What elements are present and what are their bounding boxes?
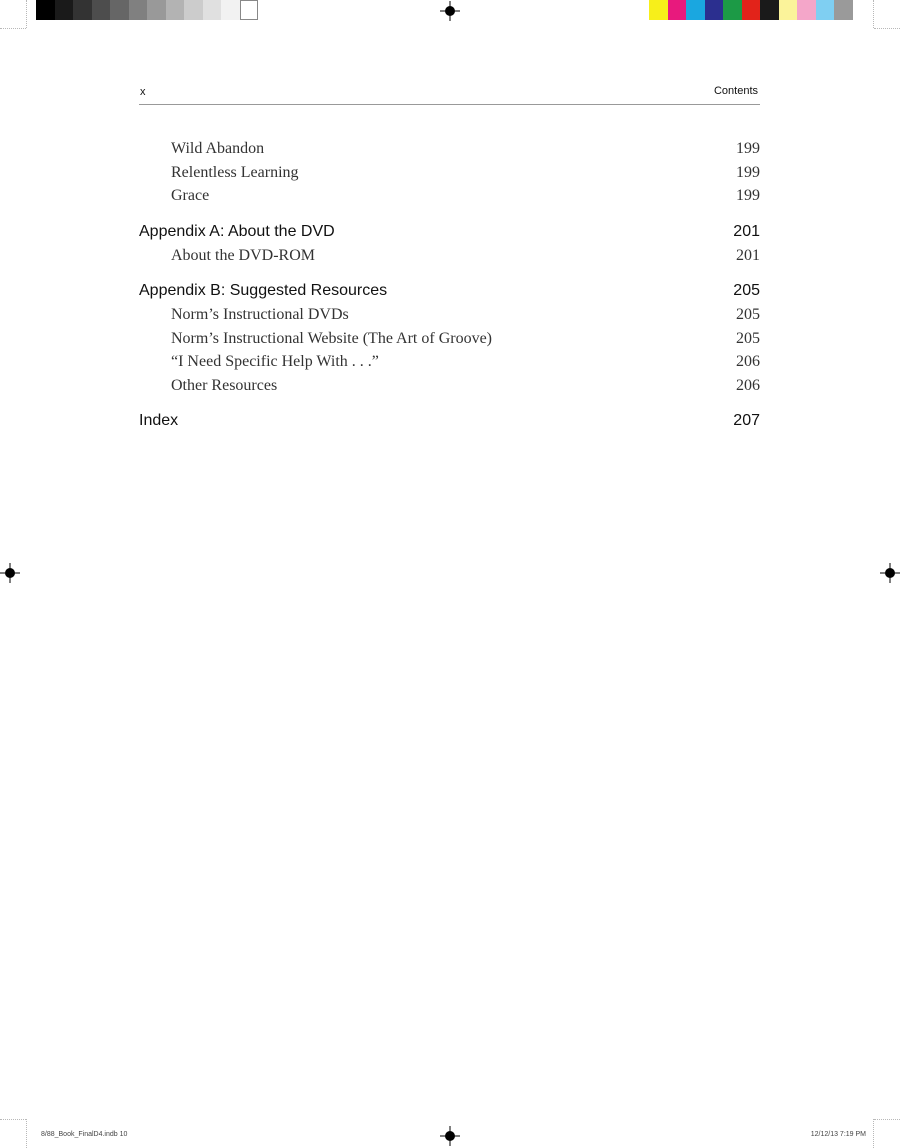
toc-entry-page: 206 [736,376,760,394]
slug-timestamp: 12/12/13 7:19 PM [810,1131,866,1138]
toc-entry [139,374,760,398]
color-swatch [668,0,687,20]
color-swatch [816,0,835,20]
toc-entry-page: 199 [736,163,760,181]
gray-swatch [147,0,166,20]
toc-chapter-page: 201 [733,222,760,240]
crop-mark [873,0,874,28]
gray-swatch [166,0,185,20]
color-swatch [686,0,705,20]
toc-entry-title: About the DVD-ROM [171,246,315,264]
toc-entry-page: 206 [736,353,760,370]
toc-chapter-title: Appendix A: About the DVD [139,222,335,240]
toc-entry-page: 199 [736,187,760,204]
toc-entry [139,137,760,161]
toc-entry [139,327,760,351]
color-swatch [742,0,761,20]
toc-entry-page: 199 [736,140,760,157]
toc-chapter-title: Index [139,412,179,429]
gray-swatch [110,0,129,20]
gray-swatch [73,0,92,20]
registration-mark-icon [440,1126,460,1146]
toc-chapter-index [139,409,760,433]
color-bar [649,0,853,20]
gray-swatch [36,0,55,20]
toc-entry-title: Grace [171,187,210,204]
crop-mark [874,28,900,29]
gray-swatch [221,0,240,20]
crop-mark [0,1119,26,1120]
toc-entry [139,303,760,327]
gray-swatch [92,0,111,20]
crop-mark [26,0,27,28]
gray-swatch [203,0,222,20]
color-swatch [649,0,668,20]
gray-swatch [129,0,148,20]
color-swatch [834,0,853,20]
toc-entry [139,244,760,268]
toc-chapter-appendix-b [139,279,760,303]
toc-entry-page: 205 [736,306,760,323]
toc-entry-page: 201 [736,246,760,264]
gray-swatch [240,0,259,20]
slug-filename: 8/88_Book_FinalD4.indb 10 [41,1131,128,1138]
color-swatch [723,0,742,20]
grayscale-bar [36,0,258,20]
toc-entry [139,161,760,185]
color-swatch [705,0,724,20]
page-folio: x [140,86,146,98]
toc-entry-page: 205 [736,329,760,347]
crop-mark [26,1119,27,1148]
gray-swatch [55,0,74,20]
toc-chapter-appendix-a [139,220,760,244]
toc-entry-title: Other Resources [171,376,278,394]
crop-mark [874,1119,900,1120]
toc-entry [139,184,760,208]
toc-chapter-page: 207 [733,412,760,429]
toc-entry-title: Wild Abandon [171,140,265,157]
toc-entry-title: Norm’s Instructional DVDs [171,306,349,323]
toc-entry-title: Relentless Learning [171,163,299,181]
crop-mark [873,1119,874,1148]
running-header-title: Contents [713,85,758,97]
registration-mark-icon [880,563,900,583]
toc-chapter-title: Appendix B: Suggested Resources [139,282,388,299]
toc-entry-title: Norm’s Instructional Website (The Art of Groove) [171,329,493,347]
running-header [139,84,760,105]
color-swatch [779,0,798,20]
toc-chapter-page: 205 [733,282,760,299]
table-of-contents [139,137,760,433]
registration-mark-icon [440,1,460,21]
color-swatch [797,0,816,20]
toc-entry [139,350,760,374]
gray-swatch [184,0,203,20]
crop-mark [0,28,26,29]
registration-mark-icon [0,563,20,583]
color-swatch [760,0,779,20]
toc-entry-title: “I Need Specific Help With . . .” [171,353,379,370]
